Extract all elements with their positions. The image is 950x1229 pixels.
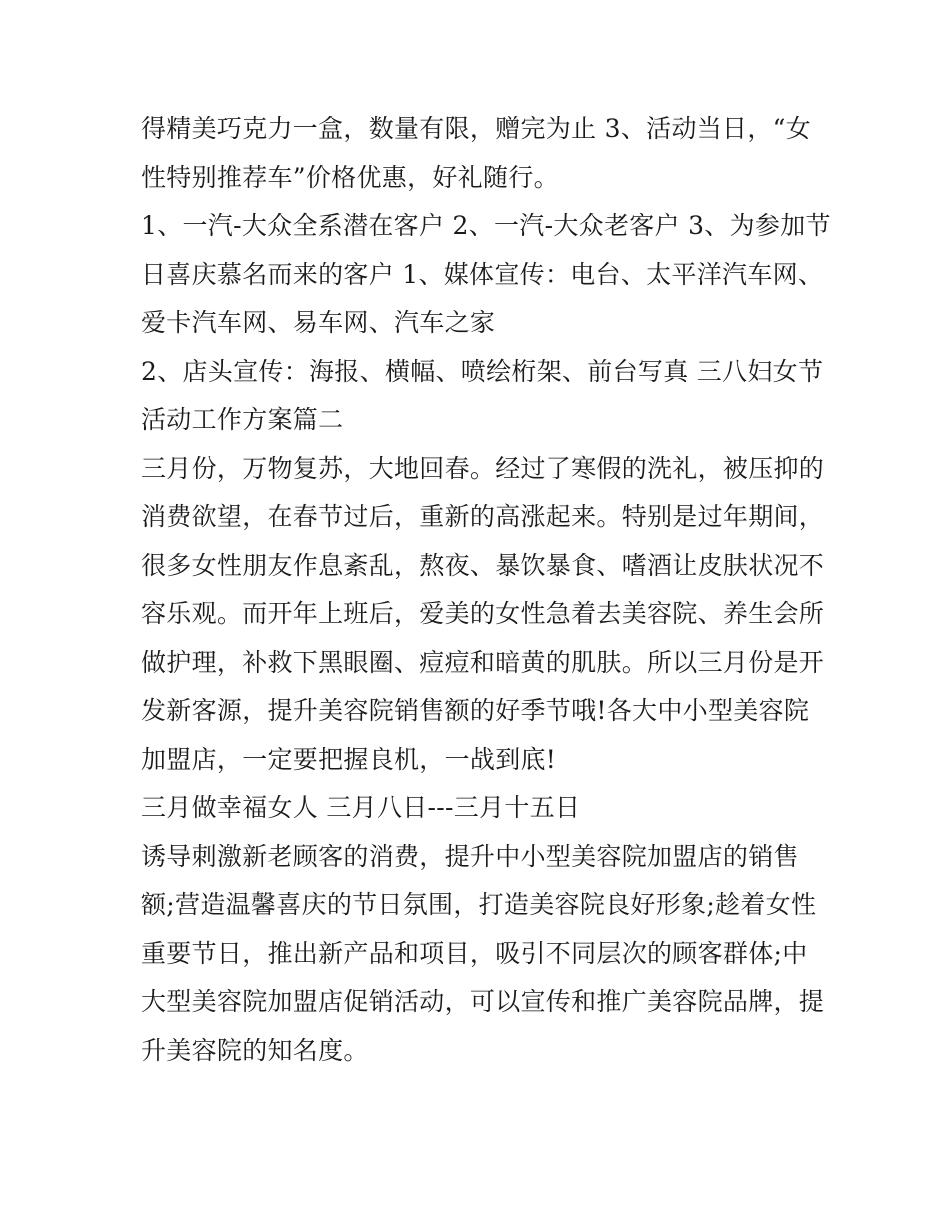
text-line: 重要节日，推出新产品和项目，吸引不同层次的顾客群体;中 bbox=[141, 938, 808, 968]
document-body bbox=[141, 105, 831, 1075]
text-line: 活动工作方案篇二 bbox=[141, 405, 344, 434]
text-line: 2、店头宣传：海报、横幅、喷绘桁架、前台写真 三八妇女节 bbox=[141, 356, 824, 386]
text-line: 性特别推荐车”价格优惠，好礼随行。 bbox=[141, 162, 559, 192]
text-line: 日喜庆慕名而来的客户 1、媒体宣传：电台、太平洋汽车网、 bbox=[141, 259, 824, 289]
text-line: 容乐观。而开年上班后，爱美的女性急着去美容院、养生会所 bbox=[141, 599, 825, 628]
text-line: 1、一汽-大众全系潜在客户 2、一汽-大众老客户 3、为参加节 bbox=[141, 211, 831, 240]
text-line: 爱卡汽车网、易车网、汽车之家 bbox=[141, 308, 496, 337]
text-line: 得精美巧克力一盒，数量有限，赠完为止 3、活动当日，“女 bbox=[141, 114, 812, 143]
text-line: 消费欲望，在春节过后，重新的高涨起来。特别是过年期间， bbox=[141, 502, 825, 531]
text-line: 很多女性朋友作息紊乱，熬夜、暴饮暴食、嗜酒让皮肤状况不 bbox=[141, 550, 825, 580]
text-line: 升美容院的知名度。 bbox=[141, 1035, 369, 1065]
text-line: 诱导刺激新老顾客的消费，提升中小型美容院加盟店的销售 bbox=[141, 841, 799, 871]
text-line: 发新客源，提升美容院销售额的好季节哦!各大中小型美容院 bbox=[141, 696, 810, 725]
text-line: 三月做幸福女人 三月八日---三月十五日 bbox=[141, 793, 581, 822]
text-line: 大型美容院加盟店促销活动，可以宣传和推广美容院品牌，提 bbox=[141, 987, 825, 1016]
text-line: 做护理，补救下黑眼圈、痘痘和暗黄的肌肤。所以三月份是开 bbox=[141, 647, 825, 677]
text-line: 加盟店，一定要把握良机，一战到底! bbox=[141, 744, 557, 774]
text-line: 三月份，万物复苏，大地回春。经过了寒假的洗礼，被压抑的 bbox=[141, 453, 825, 483]
text-line: 额;营造温馨喜庆的节日氛围，打造美容院良好形象;趁着女性 bbox=[141, 890, 817, 919]
